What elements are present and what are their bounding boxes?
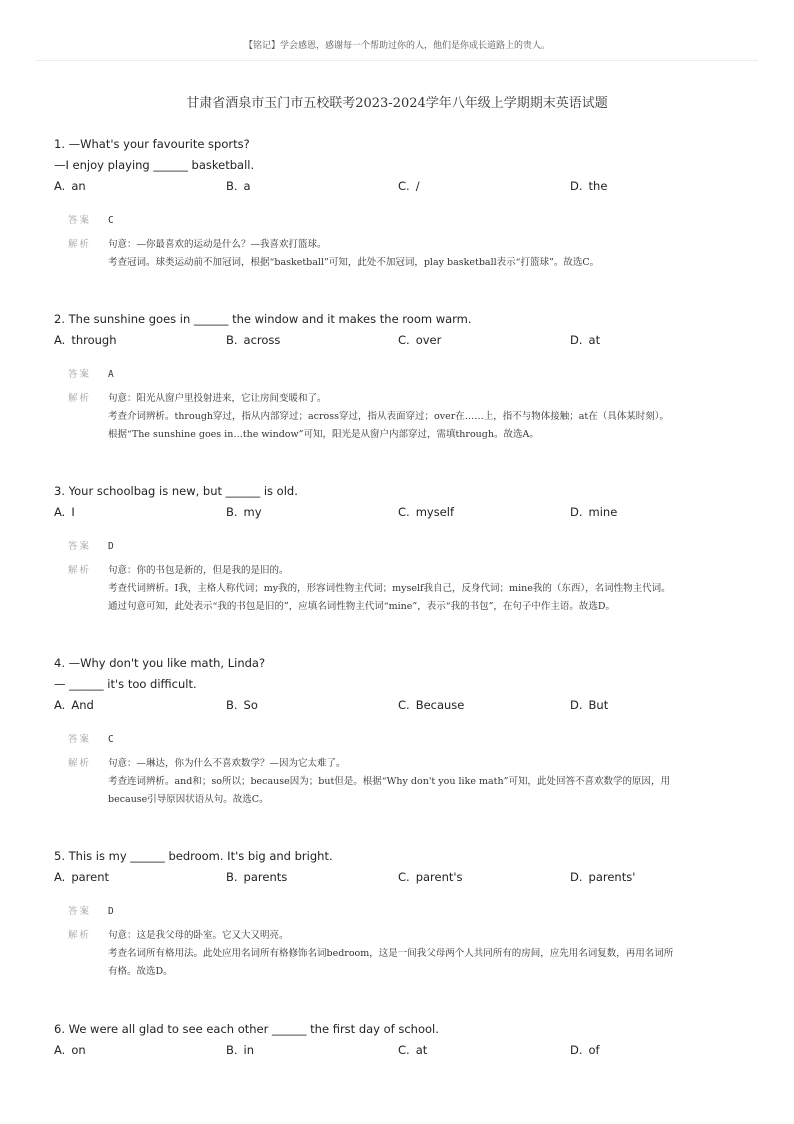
question-6 (54, 1019, 754, 1061)
answer-value: C (108, 215, 114, 226)
answer-block (68, 903, 754, 981)
options-row (54, 695, 754, 716)
option-b[interactable]: B. across (226, 333, 281, 347)
options-row (54, 1040, 754, 1061)
answer-value: D (108, 906, 114, 917)
option-d[interactable]: D. parents' (570, 870, 636, 884)
analysis-label: 解析 (68, 565, 92, 576)
option-a[interactable]: A. on (54, 1043, 86, 1057)
analysis-text: 句意：阳光从窗户里投射进来，它让房间变暖和了。 考查介词辨析。through穿过，指从内部穿过；across穿过，指从表面穿过；over在……上，指不与物体接触；at在（具体某时刻）。 根据“The sunshine goes in…the window”可知，阳光是从窗户内部穿过，需填through。故选A。 (108, 393, 669, 440)
question-stem-line: —I enjoy playing ______ basketball. (54, 158, 255, 172)
option-b[interactable]: B. my (226, 505, 262, 519)
question-stem: 1. —What's your favourite sports? (54, 137, 250, 151)
answer-block (68, 731, 754, 809)
analysis-label: 解析 (68, 393, 92, 404)
analysis-label: 解析 (68, 239, 92, 250)
option-b[interactable]: B. parents (226, 870, 288, 884)
option-c[interactable]: C. parent's (398, 870, 463, 884)
options-row (54, 330, 754, 351)
question-3 (54, 481, 754, 616)
option-a[interactable]: A. parent (54, 870, 110, 884)
option-d[interactable]: D. at (570, 333, 601, 347)
analysis-label: 解析 (68, 758, 92, 769)
analysis-text: 句意：—你最喜欢的运动是什么？—我喜欢打篮球。 考查冠词。球类运动前不加冠词，根据“basketball”可知，此处不加冠词，play basketball表示“打篮球”。故选C。 (108, 239, 600, 268)
analysis-text: 句意：你的书包是新的，但是我的是旧的。 考查代词辨析。I我，主格人称代词；my我的，形容词性物主代词；myself我自己，反身代词；mine我的（东西），名词性物主代词。 通过句意可知，此处表示“我的书包是旧的”，应填名词性物主代词“mine”，表示“我的书包”，在句子中作主语。故选D。 (108, 565, 671, 612)
option-c[interactable]: C. myself (398, 505, 455, 519)
question-stem: 4. —Why don't you like math, Linda? (54, 656, 266, 670)
analysis-text: 句意：这是我父母的卧室。它又大又明亮。 考查名词所有格用法。此处应用名词所有格修饰名词bedroom，这是一间我父母两个人共同所有的房间，应先用名词复数，再用名词所 有格。故选D。 (108, 930, 674, 977)
option-b[interactable]: B. a (226, 179, 251, 193)
option-d[interactable]: D. mine (570, 505, 618, 519)
question-stem: 3. Your schoolbag is new, but ______ is old. (54, 484, 298, 498)
page-header-tip: 【铭记】学会感恩，感谢每一个帮助过你的人，他们是你成长道路上的贵人。 (243, 41, 550, 51)
answer-value: A (108, 369, 114, 380)
header-divider (36, 60, 758, 61)
answer-label: 答案 (68, 734, 92, 745)
option-b[interactable]: B. So (226, 698, 258, 712)
question-5 (54, 846, 754, 981)
question-stem: 6. We were all glad to see each other ______ the first day of school. (54, 1022, 439, 1036)
answer-value: C (108, 734, 114, 745)
answer-label: 答案 (68, 541, 92, 552)
option-a[interactable]: A. through (54, 333, 117, 347)
question-stem-line: — ______ it's too difficult. (54, 677, 197, 691)
question-2 (54, 309, 754, 444)
question-stem: 5. This is my ______ bedroom. It's big and bright. (54, 849, 333, 863)
answer-value: D (108, 541, 114, 552)
answer-label: 答案 (68, 369, 92, 380)
option-a[interactable]: A. an (54, 179, 86, 193)
options-row (54, 867, 754, 888)
option-a[interactable]: A. I (54, 505, 75, 519)
option-d[interactable]: D. the (570, 179, 608, 193)
option-c[interactable]: C. Because (398, 698, 465, 712)
option-b[interactable]: B. in (226, 1043, 255, 1057)
analysis-label: 解析 (68, 930, 92, 941)
answer-block (68, 212, 754, 272)
answer-block (68, 538, 754, 616)
answer-label: 答案 (68, 906, 92, 917)
option-d[interactable]: D. of (570, 1043, 600, 1057)
question-stem: 2. The sunshine goes in ______ the window and it makes the room warm. (54, 312, 472, 326)
question-1 (54, 134, 754, 272)
options-row (54, 502, 754, 523)
option-a[interactable]: A. And (54, 698, 94, 712)
option-c[interactable]: C. at (398, 1043, 428, 1057)
answer-label: 答案 (68, 215, 92, 226)
page-title: 甘肃省酒泉市玉门市五校联考2023-2024学年八年级上学期期末英语试题 (186, 96, 608, 111)
option-d[interactable]: D. But (570, 698, 609, 712)
option-c[interactable]: C. / (398, 179, 420, 193)
options-row (54, 176, 754, 197)
analysis-text: 句意：—琳达，你为什么不喜欢数学？—因为它太难了。 考查连词辨析。and和；so所以；because因为；but但是。根据“Why don't you like math”可知，此处回答不喜欢数学的原因，用 because引导原因状语从句。故选C。 (108, 758, 670, 805)
answer-block (68, 366, 754, 444)
option-c[interactable]: C. over (398, 333, 442, 347)
question-4 (54, 653, 754, 809)
